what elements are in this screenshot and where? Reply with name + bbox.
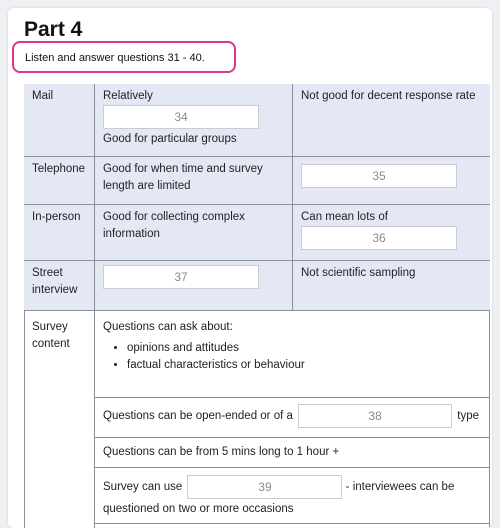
survey-next-row [95, 523, 490, 528]
cell-in-person-drawback [293, 205, 490, 260]
table-row-mail [24, 84, 490, 156]
cell-method-street [24, 261, 95, 310]
answer-input-36[interactable]: 36 [301, 226, 457, 250]
cell-mail-notes [95, 84, 293, 156]
table-row-survey-content [24, 310, 490, 528]
method-label: In-person [32, 211, 81, 223]
cell-method-telephone [24, 157, 95, 204]
mail-note-text-2: Good for particular groups [103, 133, 237, 145]
question-page [8, 8, 492, 528]
in-person-drawback-text: Can mean lots of [301, 211, 388, 223]
cell-street-answer [95, 261, 293, 310]
method-label: Mail [32, 90, 54, 102]
answer-input-37[interactable]: 37 [103, 265, 259, 289]
survey-content-label: Survey content [32, 321, 70, 350]
method-label: Street interview [32, 267, 78, 296]
cell-mail-drawback [293, 84, 490, 156]
survey-method-row [95, 467, 490, 523]
survey-method-suffix: - interviewees can be [345, 481, 455, 494]
telephone-note-text: Good for when time and survey length are limited [103, 163, 263, 192]
list-item: • opinions and attitudes [127, 340, 490, 357]
answer-input-38[interactable]: 38 [298, 404, 452, 428]
answer-input-34[interactable]: 34 [103, 105, 259, 129]
instruction-box [12, 41, 236, 73]
question-type-suffix: type [457, 410, 480, 423]
table-row-in-person [24, 204, 490, 260]
survey-intro-text: Questions can ask about: [103, 321, 233, 333]
answer-input-39[interactable]: 39 [187, 475, 342, 499]
mail-note-text: Relatively [103, 90, 153, 102]
table-row-street-interview [24, 260, 490, 310]
survey-topic-list [103, 340, 490, 374]
cell-survey-label [24, 311, 95, 528]
notes-table [24, 84, 490, 528]
answer-input-35[interactable]: 35 [301, 164, 457, 188]
instruction-text: Listen and answer questions 31 - 40. [25, 52, 205, 64]
survey-method-text: Survey can use [103, 481, 183, 494]
table-row-telephone [24, 156, 490, 204]
method-label: Telephone [32, 163, 86, 175]
cell-in-person-notes [95, 205, 293, 260]
survey-length-row [95, 437, 490, 467]
page-title: Part 4 [24, 18, 83, 41]
cell-telephone-notes [95, 157, 293, 204]
survey-topics [95, 311, 490, 397]
question-type-text: Questions can be open-ended or of a [103, 410, 293, 423]
street-drawback-text: Not scientific sampling [301, 267, 416, 279]
cell-method-in-person [24, 205, 95, 260]
list-item: • factual characteristics or behaviour [127, 357, 490, 374]
cell-telephone-answer [293, 157, 490, 204]
cell-method-mail [24, 84, 95, 156]
in-person-note-text: Good for collecting complex information [103, 211, 245, 240]
survey-method-text-2: questioned on two or more occasions [103, 503, 294, 515]
cell-street-drawback [293, 261, 490, 310]
survey-length-text: Questions can be from 5 mins long to 1 hour + [103, 446, 340, 458]
survey-question-type-row [95, 397, 490, 437]
mail-drawback-text: Not good for decent response rate [301, 90, 476, 102]
